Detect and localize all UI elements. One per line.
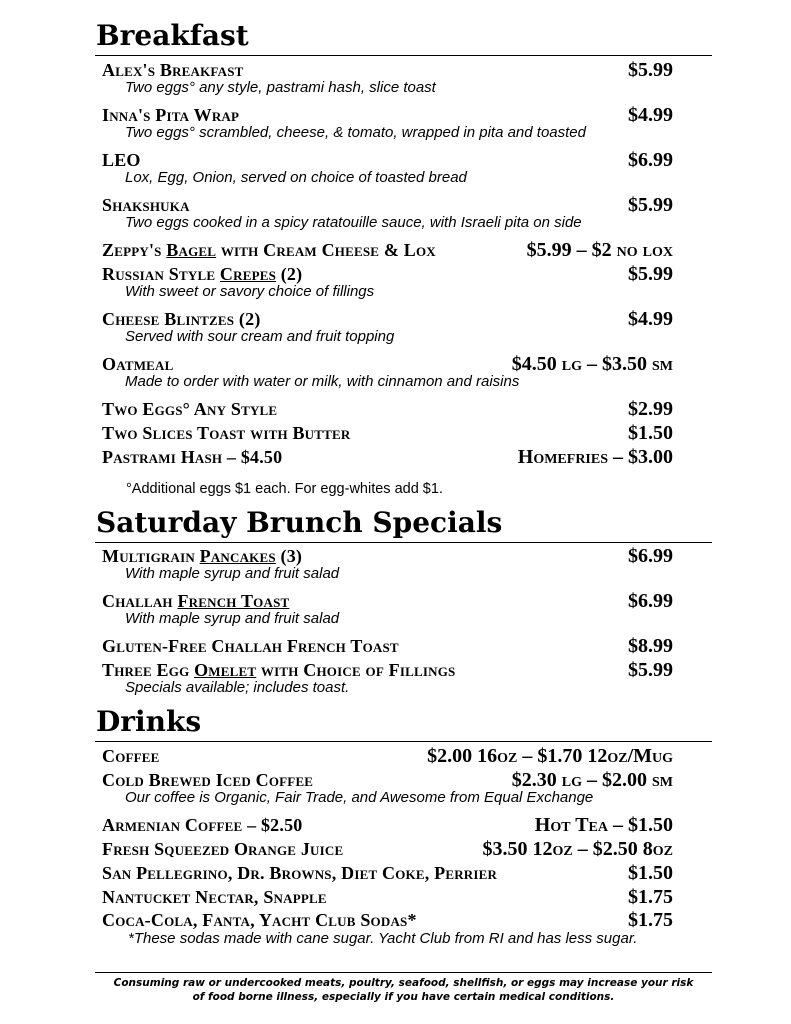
- item-name: Cold Brewed Iced Coffee: [102, 770, 314, 790]
- item-name-underlined: Bagel: [166, 240, 217, 260]
- menu-item-alex: [102, 59, 673, 81]
- drink-nantucket: [102, 886, 673, 908]
- drink-oj: [102, 838, 673, 860]
- item-price: $6.99: [628, 149, 673, 171]
- item-desc: Served with sour cream and fruit topping: [125, 328, 395, 345]
- item-name: [102, 590, 289, 612]
- item-name-part: Multigrain: [102, 546, 200, 566]
- item-desc: Our coffee is Organic, Fair Trade, and Awesome from Equal Exchange: [125, 789, 594, 806]
- item-name-part: with Cream Cheese & Lox: [216, 240, 436, 260]
- item-name-underlined: Pancakes: [199, 546, 276, 566]
- item-price: $2.30 lg – $2.00 sm: [511, 769, 673, 791]
- drinks-title: Drinks: [96, 705, 202, 738]
- menu-item-pancakes: [102, 545, 673, 567]
- menu-item-shakshuka: [102, 194, 673, 216]
- item-desc: With maple syrup and fruit salad: [125, 610, 340, 627]
- item-name: Two Slices Toast with Butter: [102, 423, 351, 443]
- brunch-rule: [95, 542, 712, 543]
- item-price: $6.99: [628, 590, 673, 612]
- menu-item-crepes: [102, 263, 673, 285]
- item-name-part: with Choice of Fillings: [256, 660, 456, 680]
- menu-item-toast: [102, 422, 673, 444]
- drink-iced-coffee: [102, 769, 673, 791]
- item-desc: Made to order with water or milk, with cinnamon and raisins: [125, 373, 520, 390]
- item-name: Armenian Coffee – $2.50: [102, 815, 303, 835]
- item-desc: Two eggs° scrambled, cheese, & tomato, wrapped in pita and toasted: [125, 124, 586, 141]
- breakfast-title: Breakfast: [96, 19, 249, 52]
- breakfast-note: °Additional eggs $1 each. For egg-whites add $1.: [126, 481, 443, 497]
- item-name: Gluten-Free Challah French Toast: [102, 636, 399, 656]
- item-price: $1.50: [628, 422, 673, 444]
- item-name: Alex's Breakfast: [102, 60, 244, 80]
- disclaimer-rule: [95, 972, 712, 973]
- drink-coca-cola: [102, 909, 673, 931]
- brunch-title: Saturday Brunch Specials: [96, 506, 503, 539]
- item-name: LEO: [102, 150, 141, 170]
- menu-item-leo: [102, 149, 673, 171]
- item-price: $4.99: [628, 104, 673, 126]
- drink-pellegrino: [102, 862, 673, 884]
- item-name: Coffee: [102, 746, 160, 766]
- item-name-part: Challah: [102, 591, 178, 611]
- item-name: Pastrami Hash – $4.50: [102, 447, 283, 467]
- menu-item-omelet: [102, 659, 673, 681]
- item-price: $2.99: [628, 398, 673, 420]
- item-price: $2.00 16oz – $1.70 12oz/Mug: [427, 745, 673, 767]
- item-price: $5.99: [628, 59, 673, 81]
- item-price: Homefries – $3.00: [517, 446, 673, 468]
- item-desc: Specials available; includes toast.: [125, 679, 350, 696]
- item-price: Hot Tea – $1.50: [534, 814, 673, 836]
- item-price: $1.75: [628, 886, 673, 908]
- menu-item-oatmeal: [102, 353, 673, 375]
- item-price: $5.99 – $2 no lox: [526, 239, 673, 261]
- item-desc: Two eggs cooked in a spicy ratatouille sauce, with Israeli pita on side: [125, 214, 582, 231]
- item-price: $4.99: [628, 308, 673, 330]
- item-name: Fresh Squeezed Orange Juice: [102, 839, 344, 859]
- disclaimer-line-1: Consuming raw or undercooked meats, poultry, seafood, shellfish, or eggs may increase your risk: [113, 977, 694, 989]
- item-price: $4.50 lg – $3.50 sm: [511, 353, 673, 375]
- menu-item-zeppy: [102, 239, 673, 261]
- item-name: Nantucket Nectar, Snapple: [102, 887, 327, 907]
- item-name-underlined: Omelet: [194, 660, 257, 680]
- drink-armenian: [102, 814, 673, 836]
- item-name-part: Russian Style: [102, 264, 220, 284]
- drink-coffee: [102, 745, 673, 767]
- item-name-underlined: Crepes: [219, 264, 277, 284]
- item-price: $3.50 12oz – $2.50 8oz: [482, 838, 673, 860]
- item-name-part: (3): [275, 546, 303, 566]
- item-name: Oatmeal: [102, 354, 174, 374]
- disclaimer-line-2: of food borne illness, especially if you have certain medical conditions.: [192, 991, 615, 1003]
- item-name: Coca-Cola, Fanta, Yacht Club Sodas*: [102, 910, 417, 930]
- item-desc: Lox, Egg, Onion, served on choice of toasted bread: [125, 169, 467, 186]
- item-name: Inna's Pita Wrap: [102, 105, 240, 125]
- item-name: [102, 239, 436, 261]
- item-name-underlined: French Toast: [177, 591, 290, 611]
- menu-item-blintzes: [102, 308, 673, 330]
- drinks-note: *These sodas made with cane sugar. Yacht Club from RI and has less sugar.: [128, 930, 638, 947]
- item-name-part: (2): [276, 264, 303, 284]
- item-price: $5.99: [628, 263, 673, 285]
- breakfast-rule: [95, 55, 712, 56]
- menu-item-hash: [102, 446, 673, 468]
- item-price: $8.99: [628, 635, 673, 657]
- item-name: San Pellegrino, Dr. Browns, Diet Coke, Perrier: [102, 863, 498, 883]
- item-name-part: Three Egg: [102, 660, 195, 680]
- item-price: $1.75: [628, 909, 673, 931]
- item-name-part: Zeppy's: [102, 240, 167, 260]
- menu-item-gf-toast: [102, 635, 673, 657]
- item-price: $1.50: [628, 862, 673, 884]
- item-price: $5.99: [628, 194, 673, 216]
- item-name: Shakshuka: [102, 195, 190, 215]
- item-price: $5.99: [628, 659, 673, 681]
- item-name: [102, 659, 455, 681]
- menu-item-two-eggs: [102, 398, 673, 420]
- item-desc: Two eggs° any style, pastrami hash, slice toast: [125, 79, 436, 96]
- item-desc: With sweet or savory choice of fillings: [125, 283, 375, 300]
- item-name: [102, 263, 302, 285]
- menu-item-inna: [102, 104, 673, 126]
- item-name: Cheese Blintzes (2): [102, 309, 261, 329]
- item-desc: With maple syrup and fruit salad: [125, 565, 340, 582]
- menu-item-french-toast: [102, 590, 673, 612]
- drinks-rule: [95, 741, 712, 742]
- item-name: [102, 545, 302, 567]
- item-name: Two Eggs° Any Style: [102, 399, 278, 419]
- item-price: $6.99: [628, 545, 673, 567]
